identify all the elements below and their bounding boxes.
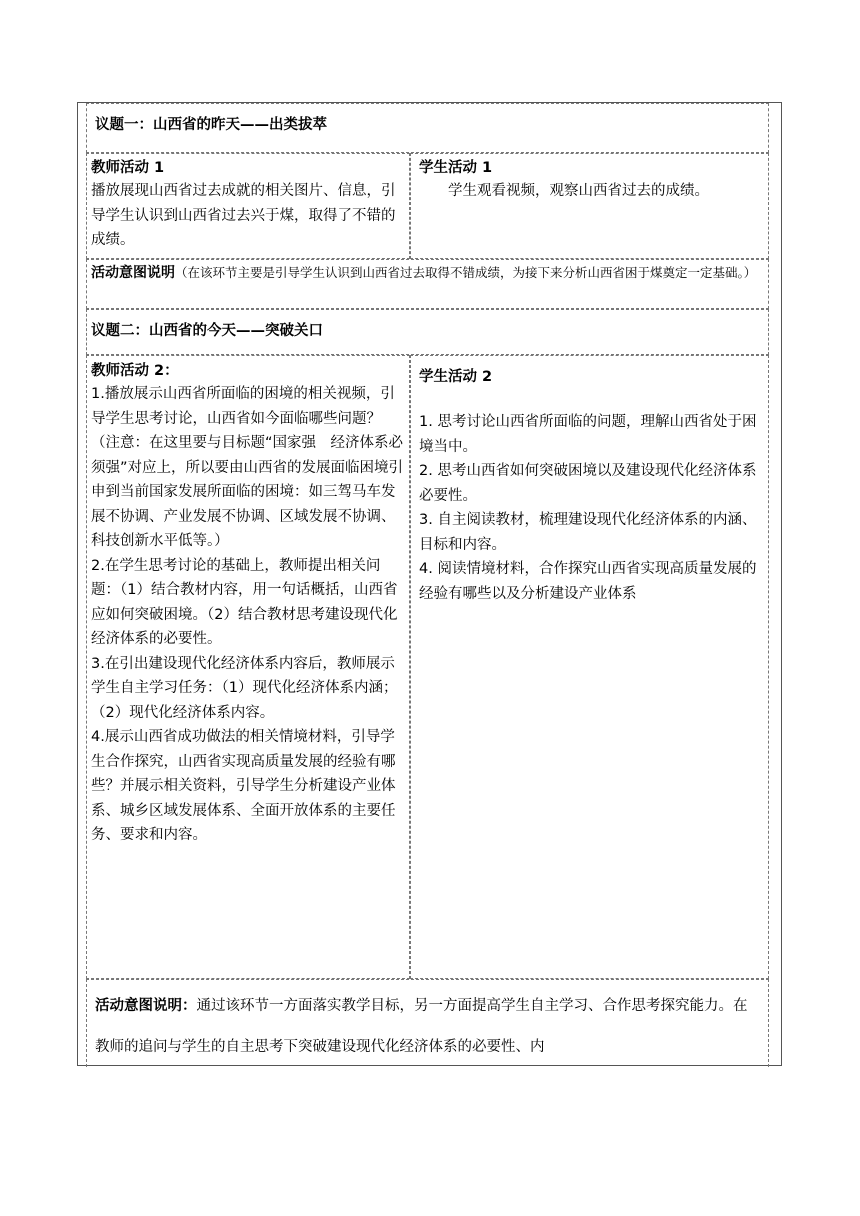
topic1-student-heading: 学生活动 1 [419, 160, 493, 176]
topic2-intent-label: 活动意图说明： [95, 998, 197, 1014]
topic2-teacher-paragraph: 4.展示山西省成功做法的相关情境材料，引导学生合作探究，山西省实现高质量发展的经验有哪些？并展示相关资料，引导学生分析建设产业体系、城乡区域发展体系、全面开放体系的主要任务、要求和内容。 [91, 729, 396, 843]
topic1-intent-cell [86, 259, 769, 309]
topic2-teacher-paragraph: 2.在学生思考讨论的基础上，教师提出相关问题：（1）结合教材内容，用一句话概括，山西省应如何突破困境。（2）结合教材思考建设现代化经济体系的必要性。 [91, 557, 398, 647]
topic2-teacher-paragraph: 3.在引出建设现代化经济体系内容后，教师展示学生自主学习任务：（1）现代化经济体系内涵；（2）现代化经济体系内容。 [91, 655, 398, 721]
topic2-student-paragraph: 4. 阅读情境材料，合作探究山西省实现高质量发展的经验有哪些以及分析建设产业体系 [419, 561, 757, 602]
topic1-intent-text: （在该环节主要是引导学生认识到山西省过去取得不错成绩，为接下来分析山西省困于煤奠定一定基础。） [175, 265, 757, 280]
topic1-teacher-heading: 教师活动 1 [91, 160, 165, 176]
topic2-intent-cell [86, 979, 769, 1067]
topic1-teacher-text: 播放展现山西省过去成就的相关图片、信息，引导学生认识到山西省过去兴于煤，取得了不错的成绩。 [91, 183, 396, 248]
topic2-teacher-cell [86, 355, 410, 979]
topic2-title: 议题二：山西省的今天——突破关口 [91, 323, 323, 339]
topic2-student-paragraph: 1. 思考讨论山西省所面临的问题，理解山西省处于困境当中。 [419, 414, 757, 455]
topic2-student-paragraph: 2. 思考山西省如何突破困境以及建设现代化经济体系必要性。 [419, 463, 757, 504]
topic1-student-cell [410, 153, 769, 259]
topic1-student-text: 学生观看视频，观察山西省过去的成绩。 [448, 183, 709, 199]
topic2-title-cell [86, 309, 769, 355]
topic2-teacher-paragraph: 1.播放展示山西省所面临的困境的相关视频，引导学生思考讨论，山西省如今面临哪些问题？（注意：在这里要与目标题“国家强 经济体系必须强”对应上，所以要由山西省的发展面临困境引申到当前国家发展所面临的困境：如三驾马车发展不协调、产业发展不协调、区域发展不协调、科技创新水平低等。） [91, 386, 404, 549]
topic2-student-heading: 学生活动 2 [419, 369, 493, 385]
topic2-teacher-heading: 教师活动 2： [91, 363, 179, 379]
topic1-title: 议题一：山西省的昨天——出类拔萃 [95, 117, 327, 133]
lesson-table [77, 102, 782, 1066]
topic2-student-paragraph: 3. 自主阅读教材，梳理建设现代化经济体系的内涵、目标和内容。 [419, 512, 757, 553]
topic2-student-cell [410, 355, 769, 979]
topic2-intent-text: 通过该环节一方面落实教学目标，另一方面提高学生自主学习、合作思考探究能力。在教师的追问与学生的自主思考下突破建设现代化经济体系的必要性、内 [95, 998, 748, 1055]
topic1-title-cell [86, 103, 769, 153]
topic1-teacher-cell [86, 153, 410, 259]
topic1-intent-label: 活动意图说明 [91, 265, 175, 281]
